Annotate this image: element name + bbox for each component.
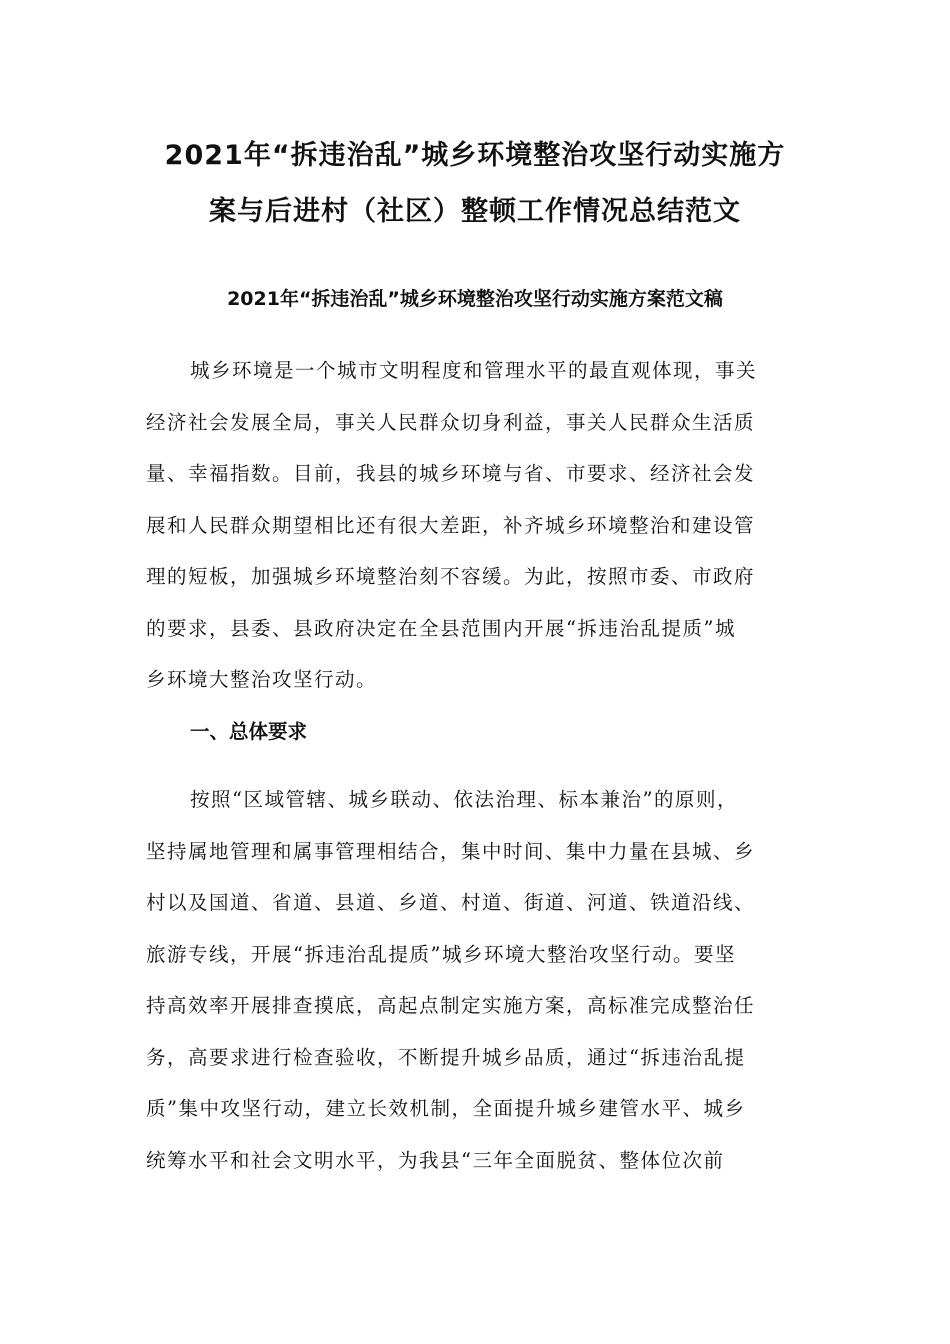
section-heading-1: 一、总体要求	[190, 720, 308, 743]
paragraph-line: 理的短板，加强城乡环境整治刻不容缓。为此，按照市委、市政府	[146, 565, 756, 588]
paragraph-line: 务，高要求进行检查验收，不断提升城乡品质，通过“拆违治乱提	[146, 1045, 746, 1069]
title-line-2: 案与后进村（社区）整顿工作情况总结范文	[209, 196, 741, 227]
paragraph-line: 展和人民群众期望相比还有很大差距，补齐城乡环境整治和建设管	[146, 513, 756, 537]
paragraph-line: 的要求，县委、县政府决定在全县范围内开展“拆违治乱提质”城	[146, 616, 736, 640]
document-subtitle: 2021年“拆违治乱”城乡环境整治攻坚行动实施方案范文稿	[227, 288, 723, 310]
paragraph-2	[146, 774, 798, 1186]
paragraph-line: 坚持属地管理和属事管理相结合，集中时间、集中力量在县城、乡	[146, 839, 756, 863]
paragraph-line: 经济社会发展全局，事关人民群众切身利益，事关人民群众生活质	[146, 410, 756, 434]
title-line-1: 2021年“拆违治乱”城乡环境整治攻坚行动实施方	[164, 140, 786, 171]
paragraph-line: 城乡环境是一个城市文明程度和管理水平的最直观体现，事关	[190, 359, 758, 382]
paragraph-line: 按照“区域管辖、城乡联动、依法治理、标本兼治”的原则，	[190, 788, 738, 811]
document-title	[120, 128, 830, 240]
paragraph-line: 旅游专线，开展“拆违治乱提质”城乡环境大整治攻坚行动。要坚	[146, 942, 736, 966]
paragraph-line: 质”集中攻坚行动，建立长效机制，全面提升城乡建管水平、城乡	[146, 1097, 746, 1120]
paragraph-line: 统筹水平和社会文明水平，为我县“三年全面脱贫、整体位次前	[146, 1148, 725, 1172]
paragraph-line: 村以及国道、省道、县道、乡道、村道、街道、河道、铁道沿线、	[146, 891, 756, 914]
paragraph-line: 乡环境大整治攻坚行动。	[146, 668, 378, 691]
paragraph-1	[146, 345, 798, 706]
paragraph-line: 量、幸福指数。目前，我县的城乡环境与省、市要求、经济社会发	[146, 462, 756, 485]
paragraph-line: 持高效率开展排查摸底，高起点制定实施方案，高标准完成整治任	[146, 994, 756, 1017]
